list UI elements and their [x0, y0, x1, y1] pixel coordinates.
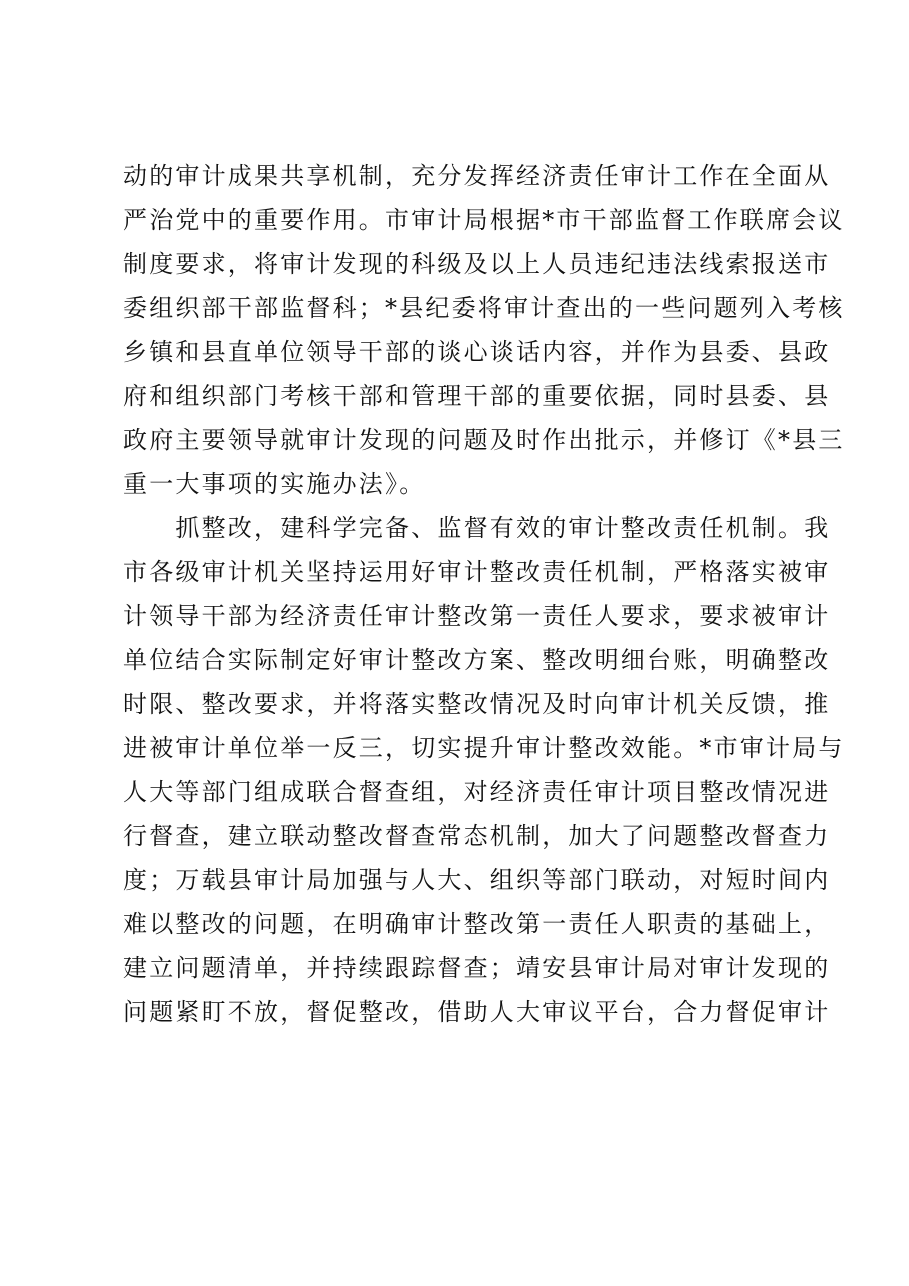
text-line: 建立问题清单，并持续跟踪督查；靖安县审计局对审计发现的 — [123, 954, 831, 982]
text-line: 进被审计单位举一反三，切实提升审计整改效能。*市审计局与 — [123, 734, 845, 762]
paragraph-1 — [123, 154, 845, 506]
document-body — [123, 154, 845, 1034]
text-line: 重一大事项的实施办法》。 — [123, 470, 426, 498]
text-line: 计领导干部为经济责任审计整改第一责任人要求，要求被审计 — [123, 602, 831, 630]
text-line: 人大等部门组成联合督查组，对经济责任审计项目整改情况进 — [123, 778, 831, 806]
text-line: 动的审计成果共享机制，充分发挥经济责任审计工作在全面从 — [123, 162, 831, 190]
text-line: 抓整改，建科学完备、监督有效的审计整改责任机制。我 — [123, 514, 831, 542]
text-line: 市各级审计机关坚持运用好审计整改责任机制，严格落实被审 — [123, 558, 831, 586]
text-line: 政府主要领导就审计发现的问题及时作出批示，并修订《*县三 — [123, 426, 845, 454]
text-line: 府和组织部门考核干部和管理干部的重要依据，同时县委、县 — [123, 382, 831, 410]
text-line: 难以整改的问题，在明确审计整改第一责任人职责的基础上， — [123, 910, 831, 938]
text-line: 乡镇和县直单位领导干部的谈心谈话内容，并作为县委、县政 — [123, 338, 831, 366]
text-line: 问题紧盯不放，督促整改，借助人大审议平台，合力督促审计 — [123, 998, 831, 1026]
text-line: 时限、整改要求，并将落实整改情况及时向审计机关反馈，推 — [123, 690, 831, 718]
text-line: 行督查，建立联动整改督查常态机制，加大了问题整改督查力 — [123, 822, 831, 850]
text-line: 严治党中的重要作用。市审计局根据*市干部监督工作联席会议 — [123, 206, 845, 234]
text-line: 委组织部干部监督科；*县纪委将审计查出的一些问题列入考核 — [123, 294, 845, 322]
paragraph-2 — [123, 506, 845, 1034]
text-line: 制度要求，将审计发现的科级及以上人员违纪违法线索报送市 — [123, 250, 831, 278]
text-line: 单位结合实际制定好审计整改方案、整改明细台账，明确整改 — [123, 646, 831, 674]
text-line: 度；万载县审计局加强与人大、组织等部门联动，对短时间内 — [123, 866, 831, 894]
